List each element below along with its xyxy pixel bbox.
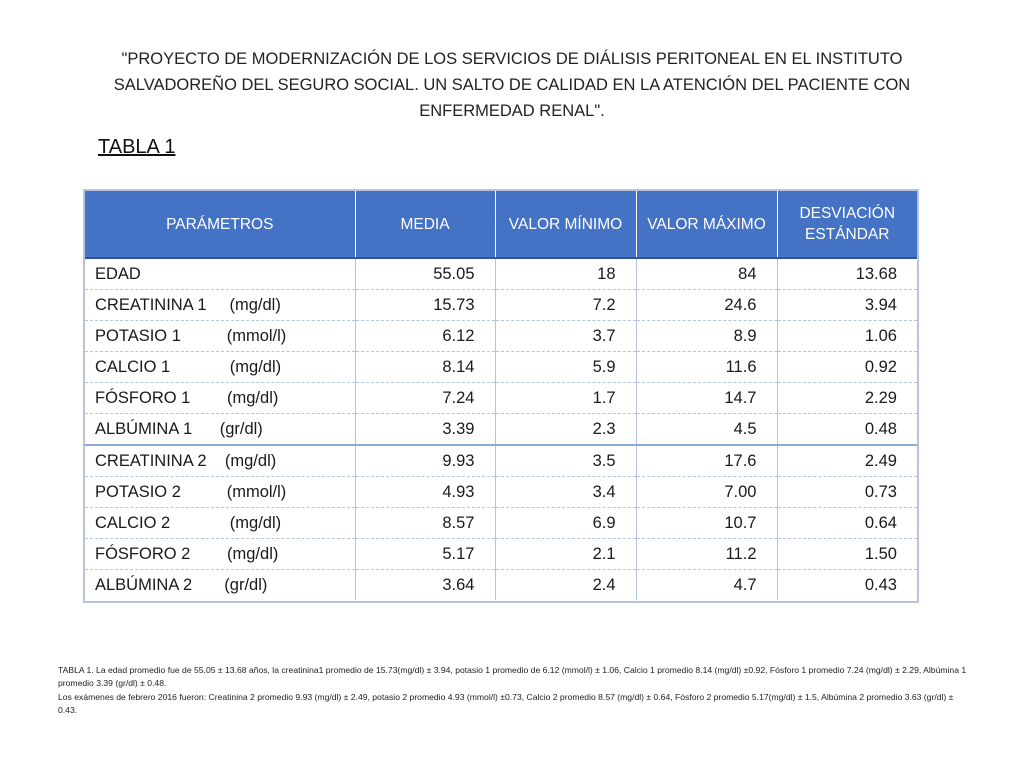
cell-valor-minimo: 1.7 xyxy=(495,383,636,414)
table-footnote xyxy=(58,664,968,718)
cell-valor-maximo: 14.7 xyxy=(636,383,777,414)
table-row xyxy=(85,477,917,508)
cell-media: 9.93 xyxy=(355,445,495,477)
cell-parameter: POTASIO 1 (mmol/l) xyxy=(85,321,355,352)
cell-media: 3.39 xyxy=(355,414,495,446)
cell-parameter: POTASIO 2 (mmol/l) xyxy=(85,477,355,508)
cell-media: 6.12 xyxy=(355,321,495,352)
cell-media: 4.93 xyxy=(355,477,495,508)
table-row xyxy=(85,290,917,321)
table-row xyxy=(85,445,917,477)
cell-valor-minimo: 5.9 xyxy=(495,352,636,383)
cell-desviacion-estandar: 0.43 xyxy=(864,575,897,594)
cell-desviacion-estandar: 1.50 xyxy=(777,539,917,570)
cell-valor-minimo: 3.7 xyxy=(495,321,636,352)
table-row xyxy=(85,321,917,352)
cell-valor-maximo: 10.7 xyxy=(636,508,777,539)
cell-desviacion-estandar: 0.73 xyxy=(777,477,917,508)
cell-parameter: CREATININA 2 (mg/dl) xyxy=(85,445,355,477)
cell-valor-maximo: 11.6 xyxy=(636,352,777,383)
footnote-line-2: Los exámenes de febrero 2016 fueron: Creatinina 2 promedio 9.93 (mg/dl) ± 2.49, potasio 2 promedio 4.93 (mmol/l) ±0.73, Calcio 2 promedio 8.57 (mg/dl) ± 0.64, Fósforo 2 promedio 5.17(mg/dl) ± 1.5, Albúmina 2 promedio 3.63 (gr/dl) ± 0.43. xyxy=(58,691,954,716)
cell-media: 5.17 xyxy=(355,539,495,570)
table-heading: TABLA 1 xyxy=(98,136,176,158)
table-row xyxy=(85,570,917,601)
cell-valor-minimo: 2.1 xyxy=(495,539,636,570)
cell-parameter: ALBÚMINA 1 (gr/dl) xyxy=(85,414,355,446)
header-valor-maximo: VALOR MÁXIMO xyxy=(636,191,777,258)
table-row xyxy=(85,508,917,539)
cell-desviacion-estandar: 1.06 xyxy=(777,321,917,352)
cell-valor-maximo: 4.5 xyxy=(636,414,777,446)
header-media: MEDIA xyxy=(355,191,495,258)
header-parametros: PARÁMETROS xyxy=(85,191,355,258)
cell-media: 3.64 xyxy=(355,570,495,601)
cell-parameter: CALCIO 2 (mg/dl) xyxy=(85,508,355,539)
footnote-line-1: TABLA 1. La edad promedio fue de 55.05 ± 13.68 años, la creatinina1 promedio de 15.73(mg/dl) ± 3.94, potasio 1 promedio de 6.12 (mmol/l) ± 1.06, Calcio 1 promedio 8.14 (mg/dl) ±0.92, Fósforo 1 promedio 7.24 (mg/dl) ± 2.29, Albúmina 1 promedio 3.39 (gr/dl) ± 0.48. xyxy=(58,665,967,689)
cell-parameter: CALCIO 1 (mg/dl) xyxy=(85,352,355,383)
cell-valor-maximo: 7.00 xyxy=(636,477,777,508)
header-desviacion-estandar: DESVIACIÓN ESTÁNDAR xyxy=(777,191,917,258)
cell-valor-minimo: 2.3 xyxy=(495,414,636,446)
cell-parameter: CREATININA 1 (mg/dl) xyxy=(85,290,355,321)
table-row xyxy=(85,383,917,414)
cell-valor-minimo: 2.4 xyxy=(495,570,636,601)
cell-media: 7.24 xyxy=(355,383,495,414)
table-row xyxy=(85,414,917,446)
cell-media: 15.73 xyxy=(355,290,495,321)
cell-valor-maximo: 17.6 xyxy=(636,445,777,477)
cell-parameter: FÓSFORO 1 (mg/dl) xyxy=(85,383,355,414)
cell-desviacion-estandar: 2.29 xyxy=(777,383,917,414)
cell-desviacion-estandar: 0.64 xyxy=(777,508,917,539)
cell-valor-minimo: 6.9 xyxy=(495,508,636,539)
data-table xyxy=(83,189,919,603)
cell-parameter: EDAD xyxy=(85,258,355,290)
slide-title: "PROYECTO DE MODERNIZACIÓN DE LOS SERVICIOS DE DIÁLISIS PERITONEAL EN EL INSTITUTO SALVADOREÑO DEL SEGURO SOCIAL. UN SALTO DE CALIDAD EN LA ATENCIÓN DEL PACIENTE CON ENFERMEDAD RENAL". xyxy=(113,50,911,120)
cell-media: 55.05 xyxy=(355,258,495,290)
cell-valor-maximo: 8.9 xyxy=(636,321,777,352)
table-row xyxy=(85,258,917,290)
cell-parameter: ALBÚMINA 2 (gr/dl) xyxy=(85,570,355,601)
cell-valor-minimo: 3.4 xyxy=(495,477,636,508)
cell-desviacion-estandar: 13.68 xyxy=(777,258,917,290)
table-row xyxy=(85,352,917,383)
cell-valor-maximo: 24.6 xyxy=(636,290,777,321)
cell-media: 8.57 xyxy=(355,508,495,539)
cell-desviacion-estandar: 3.94 xyxy=(777,290,917,321)
cell-valor-maximo: 4.7 xyxy=(636,570,777,601)
cell-valor-minimo: 3.5 xyxy=(495,445,636,477)
cell-desviacion-estandar: 0.48 xyxy=(777,414,917,446)
table-row xyxy=(85,539,917,570)
cell-parameter: FÓSFORO 2 (mg/dl) xyxy=(85,539,355,570)
cell-desviacion-estandar: 0.92 xyxy=(777,352,917,383)
cell-valor-maximo: 11.2 xyxy=(636,539,777,570)
cell-valor-minimo: 7.2 xyxy=(495,290,636,321)
header-valor-minimo: VALOR MÍNIMO xyxy=(495,191,636,258)
cell-desviacion-estandar: 2.49 xyxy=(777,445,917,477)
table-header-row xyxy=(85,191,917,258)
cell-valor-maximo: 84 xyxy=(636,258,777,290)
cell-media: 8.14 xyxy=(355,352,495,383)
cell-valor-minimo: 18 xyxy=(495,258,636,290)
